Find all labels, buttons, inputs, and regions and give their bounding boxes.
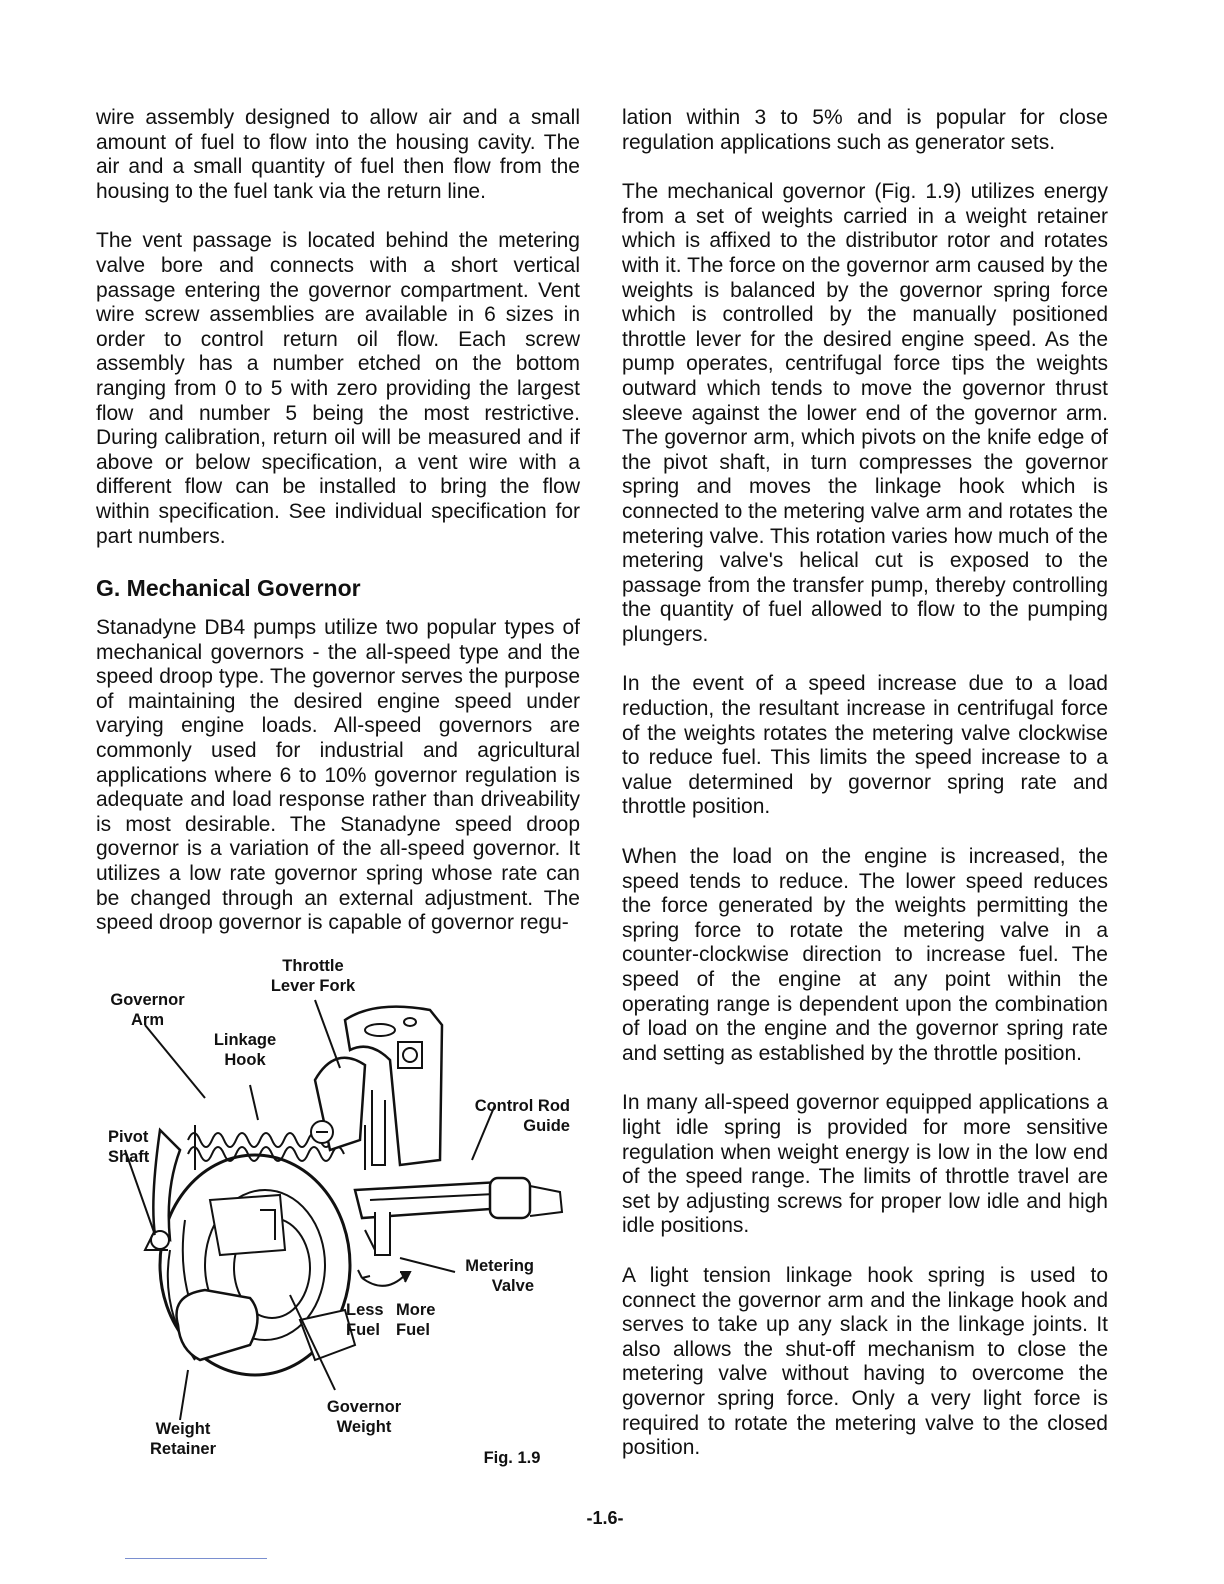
label-weight-retainer: Weight Retainer [149,1420,217,1458]
right-paragraph-3: In the event of a speed increase due to a load reduction, the resultant increase in centrifugal force of the weights rotates the metering valve clockwise to reduce fuel. This limits the speed increase to a value determined by governor spring rate and throttle position. [622,672,1108,819]
section-heading: G. Mechanical Governor [96,575,361,602]
right-column [622,106,1108,1486]
label-pivot-shaft: Pivot Shaft [108,1128,150,1166]
left-paragraph-1: wire assembly designed to allow air and a small amount of fuel to flow into the housing cavity. The air and a small quantity of fuel then flow from the housing to the fuel tank via the return line. [96,106,580,203]
right-paragraph-2: The mechanical governor (Fig. 1.9) utilizes energy from a set of weights carried in a weight retainer which is affixed to the distributor rotor and rotates with it. The force on the governor arm caused by the weights is balanced by the governor spring force which is controlled by the manually positioned throttle lever for the desired engine speed. As the pump operates, centrifugal force tips the weights outward which tends to move the governor thrust sleeve against the lower end of the governor arm. The governor arm, which pivots on the knife edge of the pivot shaft, in turn compresses the governor spring and moves the linkage hook which is connected to the metering valve arm and rotates the metering valve. This rotation varies how much of the metering valve's helical cut is exposed to the passage from the transfer pump, thereby controlling the quantity of fuel allowed to flow to the pumping plungers. [622,180,1108,646]
label-metering-valve: Metering Valve [465,1257,534,1295]
right-paragraph-5: In many all-speed governor equipped applications a light idle spring is provided for more sensitive regulation when weight energy is low in the low end of the speed range. The limits of throttle travel are set by adjusting screws for proper low idle and high idle positions. [622,1091,1108,1238]
right-paragraph-1: lation within 3 to 5% and is popular for close regulation applications such as generator sets. [622,106,1108,154]
right-paragraph-4: When the load on the engine is increased, the speed tends to reduce. The lower speed reduces the force generated by the weights permitting the spring force to rotate the metering valve in a counter-clockwise direction to increase fuel. The speed of the engine at any point within the operating range is dependent upon the combination of load on the engine and the governor spring rate and setting as established by the throttle position. [622,845,1108,1065]
page-number: -1.6- [586,1508,624,1528]
label-control-rod-guide: Control Rod Guide [474,1097,570,1135]
left-paragraph-3: Stanadyne DB4 pumps utilize two popular types of mechanical governors - the all-speed type and the speed droop type. The governor serves the purpose of maintaining the desired engine speed under varying engine loads. All-speed governors are commonly used for industrial and agricultural applications where 6 to 10% governor regulation is adequate and load response rather than driveability is most desirable. The Stanadyne speed droop governor is a variation of the all-speed governor. It utilizes a low rate governor spring whose rate can be changed through an external adjustment. The speed droop governor is capable of governor regu- [96,616,580,935]
label-governor-weight: Governor Weight [326,1398,402,1436]
governor-figure [100,950,570,1480]
figure-caption: Fig. 1.9 [483,1449,541,1467]
label-governor-arm: Governor Arm [110,991,185,1029]
label-more-fuel: More Fuel [396,1301,436,1339]
label-less-fuel: Less Fuel [346,1301,384,1339]
label-linkage-hook: Linkage Hook [213,1031,277,1069]
left-paragraph-2: The vent passage is located behind the metering valve bore and connects with a short vertical passage entering the governor compartment. Vent wire screw assemblies are available in 6 sizes in order to control return oil flow. Each screw assembly has a number etched on the bottom ranging from 0 to 5 with zero providing the largest flow and number 5 being the most restrictive. During calibration, return oil will be measured and if above or below specification, a vent wire with a different flow can be installed to bring the flow within specification. See individual specification for part numbers. [96,229,580,548]
right-paragraph-6: A light tension linkage hook spring is used to connect the governor arm and the linkage hook and serves to take up any slack in the linkage joints. It also allows the shut-off mechanism to close the metering valve without having to overcome the governor spring force. Only a very light force is required to rotate the metering valve to the closed position. [622,1263,1108,1460]
label-throttle-lever-fork: Throttle Lever Fork [270,957,356,995]
footnote-rule [125,1558,267,1559]
left-column [96,106,580,961]
governor-weight-shape [177,1290,258,1360]
